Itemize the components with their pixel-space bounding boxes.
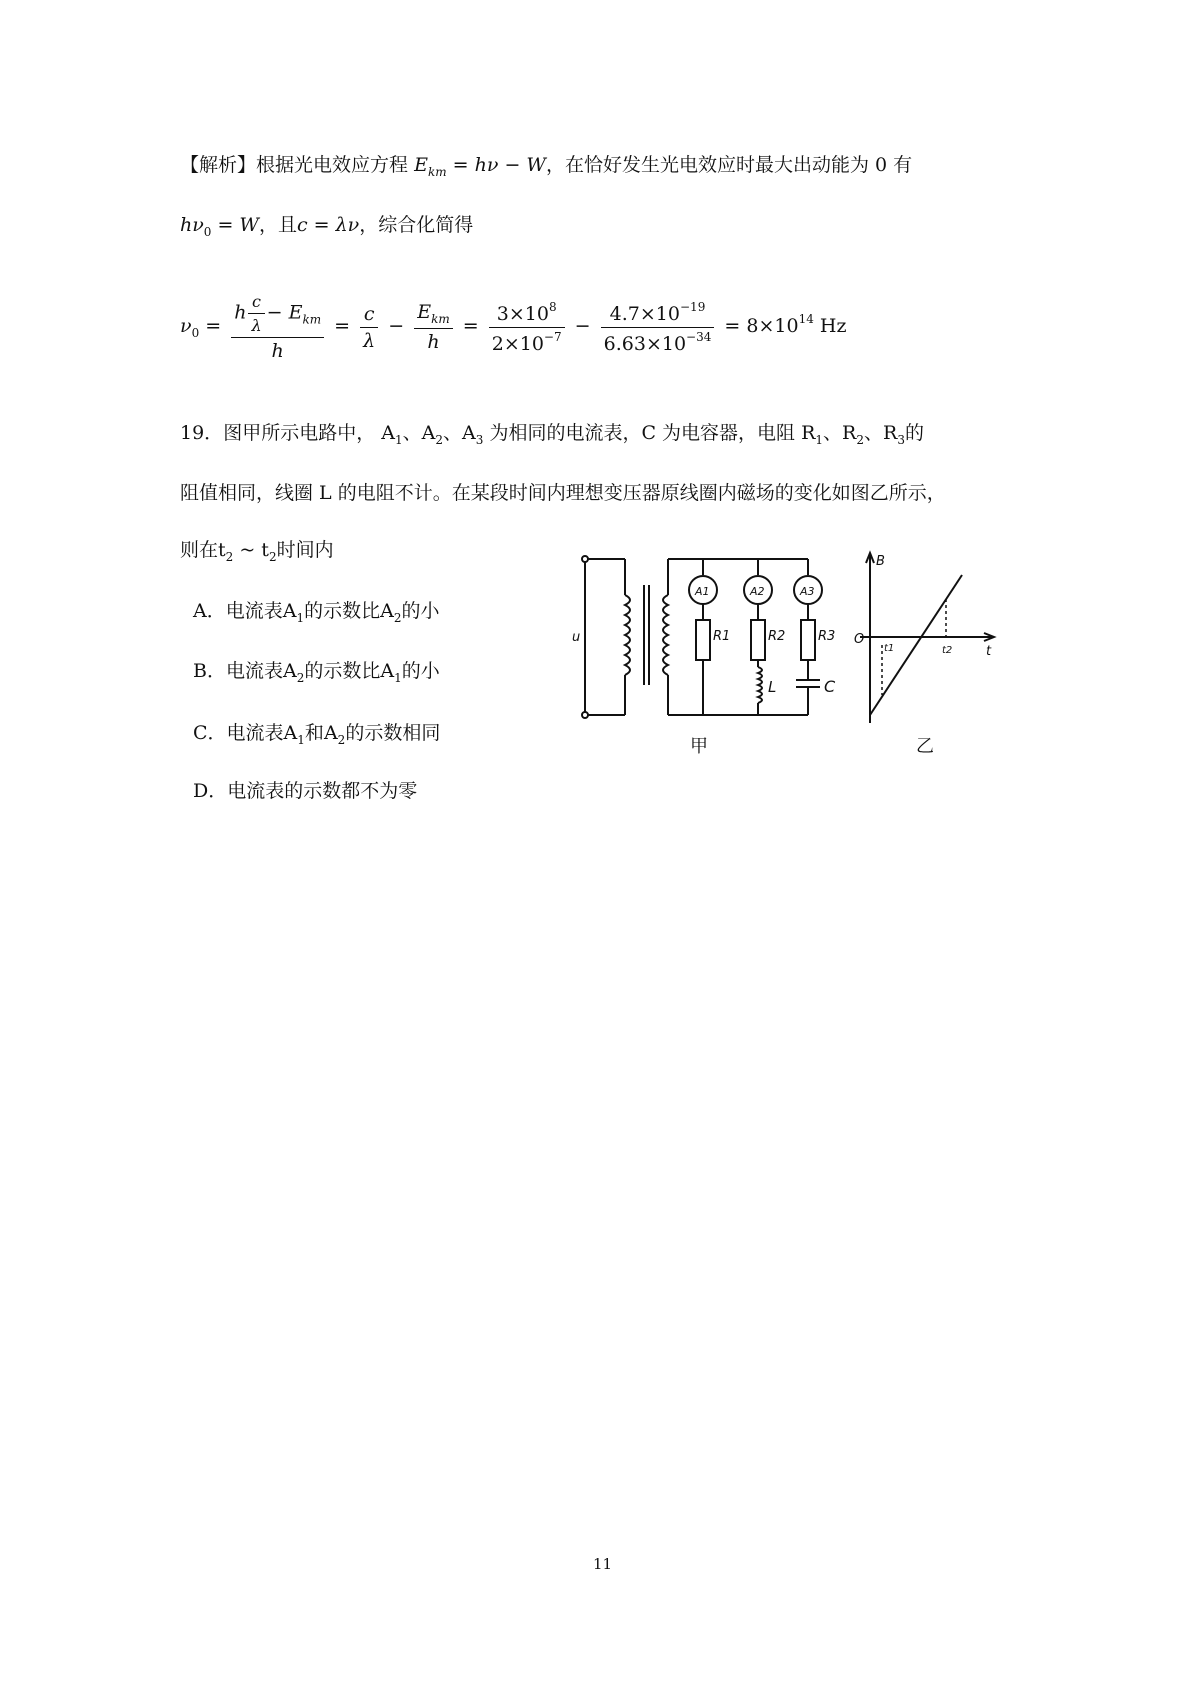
sep-1: 、: [402, 422, 422, 444]
circuit-and-graph-figure: [570, 545, 1010, 765]
origin-label: O: [854, 632, 865, 647]
ammeter-a2-sub: 2: [435, 433, 444, 447]
fraction-1-lambda: λ: [251, 316, 262, 335]
sep-3: 、: [823, 422, 843, 444]
fraction-3: [414, 301, 453, 353]
time-t2-start: t: [218, 539, 226, 561]
formula-nu-sub: 0: [191, 326, 200, 340]
fraction-2: [360, 303, 378, 352]
t1-label: t1: [884, 643, 895, 654]
sep-2: 、: [443, 422, 463, 444]
fraction-4-den: 2×10: [491, 332, 544, 355]
secondary-coil: [663, 595, 668, 675]
option-c-mid: 和: [304, 722, 324, 744]
option-c-a1: A: [283, 722, 298, 744]
ammeter-a1-sub: 1: [394, 433, 403, 447]
formula-result: = 8×10: [724, 315, 799, 337]
question-text-1a: 图甲所示电路中，: [223, 422, 376, 444]
formula-eq-3: =: [462, 315, 479, 337]
option-a-a2-sub: 2: [393, 611, 402, 625]
option-d: D．电流表的示数都不为零: [193, 780, 418, 802]
fraction-3-km: km: [431, 312, 450, 326]
question-number: 19．: [180, 422, 224, 444]
analysis-line-2: [180, 210, 473, 239]
fraction-5: [601, 300, 715, 355]
option-a-label: A．电流表: [193, 600, 283, 622]
fraction-2-den: λ: [363, 329, 376, 352]
question-text-3a: 则在: [180, 539, 219, 561]
option-a-a1-sub: 1: [296, 611, 305, 625]
analysis-text-1: 根据光电效应方程: [256, 154, 409, 176]
fraction-2-num: c: [360, 303, 378, 328]
r2-symbol-label: R2: [768, 629, 786, 644]
figure-caption-jia: 甲: [690, 736, 708, 757]
sep-4: 、: [864, 422, 884, 444]
fraction-1: [231, 292, 324, 362]
ammeter-a2: A: [421, 422, 436, 444]
fraction-5-num: 4.7×10: [609, 302, 680, 325]
fraction-1-den: h: [271, 340, 284, 362]
resistor-r1-sub: 1: [815, 433, 824, 447]
formula-eq-2: =: [334, 315, 351, 337]
formula-unit: Hz: [819, 315, 847, 337]
option-b-a2: A: [282, 660, 297, 682]
fraction-4-num: 3×10: [496, 302, 549, 325]
formula-minus-2: −: [574, 315, 591, 337]
option-b-end: 的小: [401, 660, 440, 682]
c-symbol-label: C: [824, 677, 836, 696]
option-c-end: 的示数相同: [345, 722, 441, 744]
ammeter-a1: A: [381, 422, 395, 444]
ammeter-a3: A: [462, 422, 476, 444]
resistor-r2-symbol: [751, 620, 765, 660]
t-axis-label: t: [986, 644, 992, 659]
equation-e: E: [414, 154, 428, 176]
b-axis-label: B: [876, 554, 885, 569]
threshold-eq: = W: [211, 214, 259, 236]
question-text-1c: 的: [904, 422, 924, 444]
fraction-5-den-exp: −34: [686, 329, 712, 344]
a2-symbol-label: A2: [750, 585, 765, 598]
question-line-1: [180, 418, 924, 447]
resistor-r1-symbol: [696, 620, 710, 660]
option-c-label: C．电流表: [193, 722, 284, 744]
figure-caption-yi: 乙: [916, 736, 934, 757]
inductor-l-symbol: [758, 667, 762, 703]
equation-rhs: = hν − W: [452, 154, 546, 176]
analysis-tag: 【解析】: [180, 154, 257, 176]
question-line-3: [180, 535, 334, 564]
ammeter-a3-sub: 3: [475, 433, 484, 447]
source-u-label: u: [572, 630, 581, 645]
tilde: ~: [233, 539, 262, 561]
question-line-2: 阻值相同，线圈 L 的电阻不计。在某段时间内理想变压器原线圈内磁场的变化如图乙所示，: [180, 482, 946, 504]
option-a: [193, 596, 440, 625]
fraction-1-minus-e: − E: [266, 301, 303, 324]
resistor-r1: R: [801, 422, 816, 444]
option-b-a1: A: [380, 660, 395, 682]
fraction-1-c: c: [248, 292, 264, 314]
option-c: [193, 718, 440, 747]
formula-eq-1: =: [205, 315, 222, 337]
l-symbol-label: L: [768, 678, 777, 696]
resistor-r3-symbol: [801, 620, 815, 660]
time-t2-start-sub: 2: [225, 550, 234, 564]
resistor-r3-sub: 3: [897, 433, 905, 447]
time-t2-end-sub: 2: [268, 550, 277, 564]
wave-equation: c = λν: [296, 214, 360, 236]
fraction-5-num-exp: −19: [680, 299, 706, 314]
equation-e-sub: km: [427, 165, 447, 179]
option-b-a1-sub: 1: [394, 671, 402, 685]
fraction-3-den: h: [427, 331, 440, 353]
fraction-4-num-exp: 8: [548, 299, 557, 314]
formula-nu: ν: [180, 315, 192, 337]
a1-symbol-label: A1: [695, 585, 710, 598]
fraction-3-e: E: [417, 301, 432, 323]
page-number: 11: [593, 1555, 613, 1573]
r1-symbol-label: R1: [713, 629, 731, 644]
frequency-formula: [180, 292, 847, 362]
a3-symbol-label: A3: [800, 585, 815, 598]
time-t2-end: t: [261, 539, 269, 561]
question-text-3b: 时间内: [276, 539, 334, 561]
resistor-r3: R: [883, 422, 898, 444]
primary-coil: [625, 595, 630, 675]
analysis-text-2-mid: ，且: [258, 214, 297, 236]
formula-minus-1: −: [388, 315, 405, 337]
option-b-mid: 的示数比: [304, 660, 381, 682]
fraction-1-km: km: [302, 312, 322, 327]
option-a-end: 的小: [401, 600, 440, 622]
fraction-4: [489, 300, 565, 355]
question-text-1b: 为相同的电流表，C 为电容器，电阻: [483, 422, 796, 444]
option-b-label: B．电流表: [193, 660, 283, 682]
option-a-a2: A: [380, 600, 394, 622]
resistor-r2: R: [842, 422, 857, 444]
fraction-1-h: h: [234, 301, 247, 324]
t2-label: t2: [942, 645, 953, 656]
option-c-a1-sub: 1: [297, 733, 305, 747]
threshold-lhs: hν: [180, 214, 204, 236]
formula-result-exp: 14: [798, 312, 814, 326]
analysis-text-2-post: ，综合化简得: [359, 214, 474, 236]
fraction-5-den: 6.63×10: [603, 332, 687, 355]
option-a-mid: 的示数比: [304, 600, 381, 622]
resistor-r2-sub: 2: [856, 433, 864, 447]
option-b: [193, 656, 440, 685]
option-b-a2-sub: 2: [296, 671, 305, 685]
option-c-a2: A: [323, 722, 338, 744]
option-a-a1: A: [282, 600, 297, 622]
r3-symbol-label: R3: [818, 629, 836, 644]
threshold-lhs-sub: 0: [203, 225, 212, 239]
option-c-a2-sub: 2: [337, 733, 346, 747]
analysis-text-1-post: ，在恰好发生光电效应时最大出动能为 0 有: [545, 154, 913, 176]
fraction-4-den-exp: −7: [543, 329, 562, 344]
analysis-line-1: [180, 150, 912, 179]
